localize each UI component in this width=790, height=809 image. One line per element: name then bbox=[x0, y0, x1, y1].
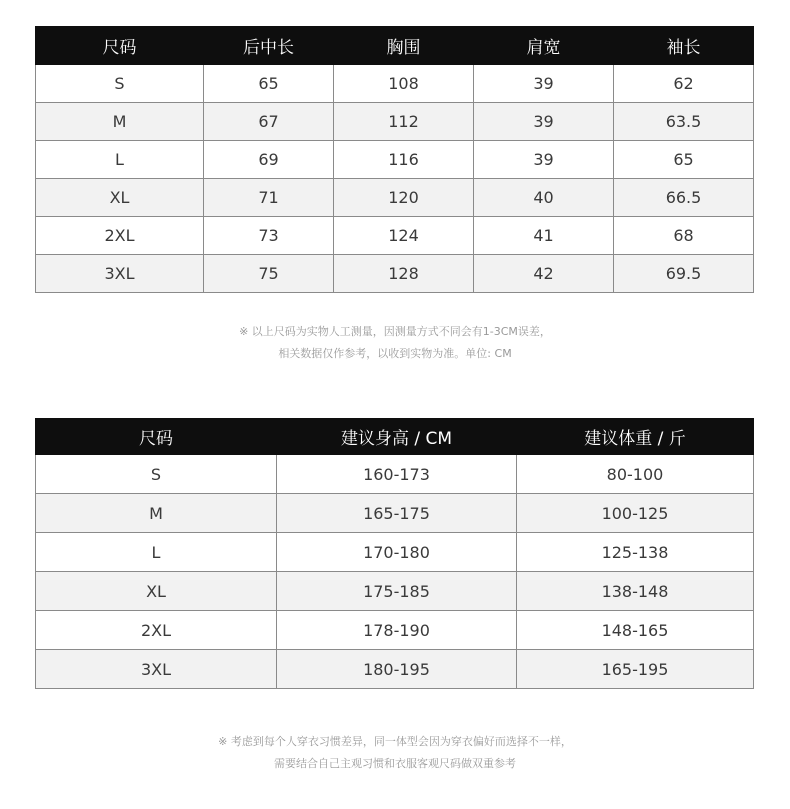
measurement-note-line: ※ 以上尺码为实物人工测量，因测量方式不同会有1-3CM误差， bbox=[239, 325, 551, 338]
table-row bbox=[36, 103, 754, 141]
header-back-length: 后中长 bbox=[204, 27, 334, 65]
fit-advice-note bbox=[0, 731, 790, 775]
cell-sleeve: 66.5 bbox=[614, 179, 754, 217]
cell-chest: 120 bbox=[334, 179, 474, 217]
cell-size: 2XL bbox=[36, 217, 204, 255]
cell-weight: 165-195 bbox=[517, 650, 754, 689]
table-row bbox=[36, 179, 754, 217]
cell-chest: 112 bbox=[334, 103, 474, 141]
cell-sleeve: 63.5 bbox=[614, 103, 754, 141]
cell-sleeve: 62 bbox=[614, 65, 754, 103]
table-row bbox=[36, 217, 754, 255]
header-chest: 胸围 bbox=[334, 27, 474, 65]
table-row bbox=[36, 255, 754, 293]
header-size: 尺码 bbox=[36, 419, 277, 455]
table-row bbox=[36, 494, 754, 533]
cell-size: XL bbox=[36, 179, 204, 217]
cell-shoulder: 39 bbox=[474, 141, 614, 179]
size-recommendation-table bbox=[35, 418, 754, 689]
table-row bbox=[36, 455, 754, 494]
cell-sleeve: 65 bbox=[614, 141, 754, 179]
cell-sleeve: 68 bbox=[614, 217, 754, 255]
cell-chest: 116 bbox=[334, 141, 474, 179]
cell-size: S bbox=[36, 65, 204, 103]
cell-back-length: 65 bbox=[204, 65, 334, 103]
table-row bbox=[36, 572, 754, 611]
cell-chest: 124 bbox=[334, 217, 474, 255]
table-row bbox=[36, 533, 754, 572]
cell-size: M bbox=[36, 103, 204, 141]
cell-back-length: 73 bbox=[204, 217, 334, 255]
cell-weight: 148-165 bbox=[517, 611, 754, 650]
table-row bbox=[36, 611, 754, 650]
cell-weight: 125-138 bbox=[517, 533, 754, 572]
cell-chest: 108 bbox=[334, 65, 474, 103]
cell-size: L bbox=[36, 141, 204, 179]
cell-height: 160-173 bbox=[277, 455, 517, 494]
table-row bbox=[36, 141, 754, 179]
cell-height: 178-190 bbox=[277, 611, 517, 650]
cell-back-length: 71 bbox=[204, 179, 334, 217]
header-weight: 建议体重 / 斤 bbox=[517, 419, 754, 455]
cell-size: XL bbox=[36, 572, 277, 611]
table-row bbox=[36, 650, 754, 689]
fit-advice-note-line: 需要结合自己主观习惯和衣服客观尺码做双重参考 bbox=[274, 757, 516, 770]
measurement-note bbox=[0, 321, 790, 365]
header-shoulder: 肩宽 bbox=[474, 27, 614, 65]
header-height: 建议身高 / CM bbox=[277, 419, 517, 455]
fit-advice-note-line: ※ 考虑到每个人穿衣习惯差异，同一体型会因为穿衣偏好而选择不一样， bbox=[218, 735, 572, 748]
cell-back-length: 69 bbox=[204, 141, 334, 179]
header-sleeve: 袖长 bbox=[614, 27, 754, 65]
cell-shoulder: 39 bbox=[474, 65, 614, 103]
cell-shoulder: 39 bbox=[474, 103, 614, 141]
table-header-row bbox=[36, 27, 754, 65]
cell-weight: 138-148 bbox=[517, 572, 754, 611]
cell-shoulder: 40 bbox=[474, 179, 614, 217]
cell-back-length: 67 bbox=[204, 103, 334, 141]
cell-shoulder: 42 bbox=[474, 255, 614, 293]
cell-size: 3XL bbox=[36, 650, 277, 689]
garment-size-table bbox=[35, 26, 754, 293]
cell-height: 170-180 bbox=[277, 533, 517, 572]
cell-chest: 128 bbox=[334, 255, 474, 293]
cell-size: S bbox=[36, 455, 277, 494]
measurement-note-line: 相关数据仅作参考，以收到实物为准。单位: CM bbox=[278, 347, 512, 360]
cell-height: 165-175 bbox=[277, 494, 517, 533]
cell-size: 2XL bbox=[36, 611, 277, 650]
header-size: 尺码 bbox=[36, 27, 204, 65]
table-row bbox=[36, 65, 754, 103]
cell-sleeve: 69.5 bbox=[614, 255, 754, 293]
cell-size: M bbox=[36, 494, 277, 533]
cell-weight: 100-125 bbox=[517, 494, 754, 533]
cell-height: 180-195 bbox=[277, 650, 517, 689]
table-header-row bbox=[36, 419, 754, 455]
cell-weight: 80-100 bbox=[517, 455, 754, 494]
cell-size: 3XL bbox=[36, 255, 204, 293]
cell-size: L bbox=[36, 533, 277, 572]
cell-shoulder: 41 bbox=[474, 217, 614, 255]
cell-back-length: 75 bbox=[204, 255, 334, 293]
cell-height: 175-185 bbox=[277, 572, 517, 611]
